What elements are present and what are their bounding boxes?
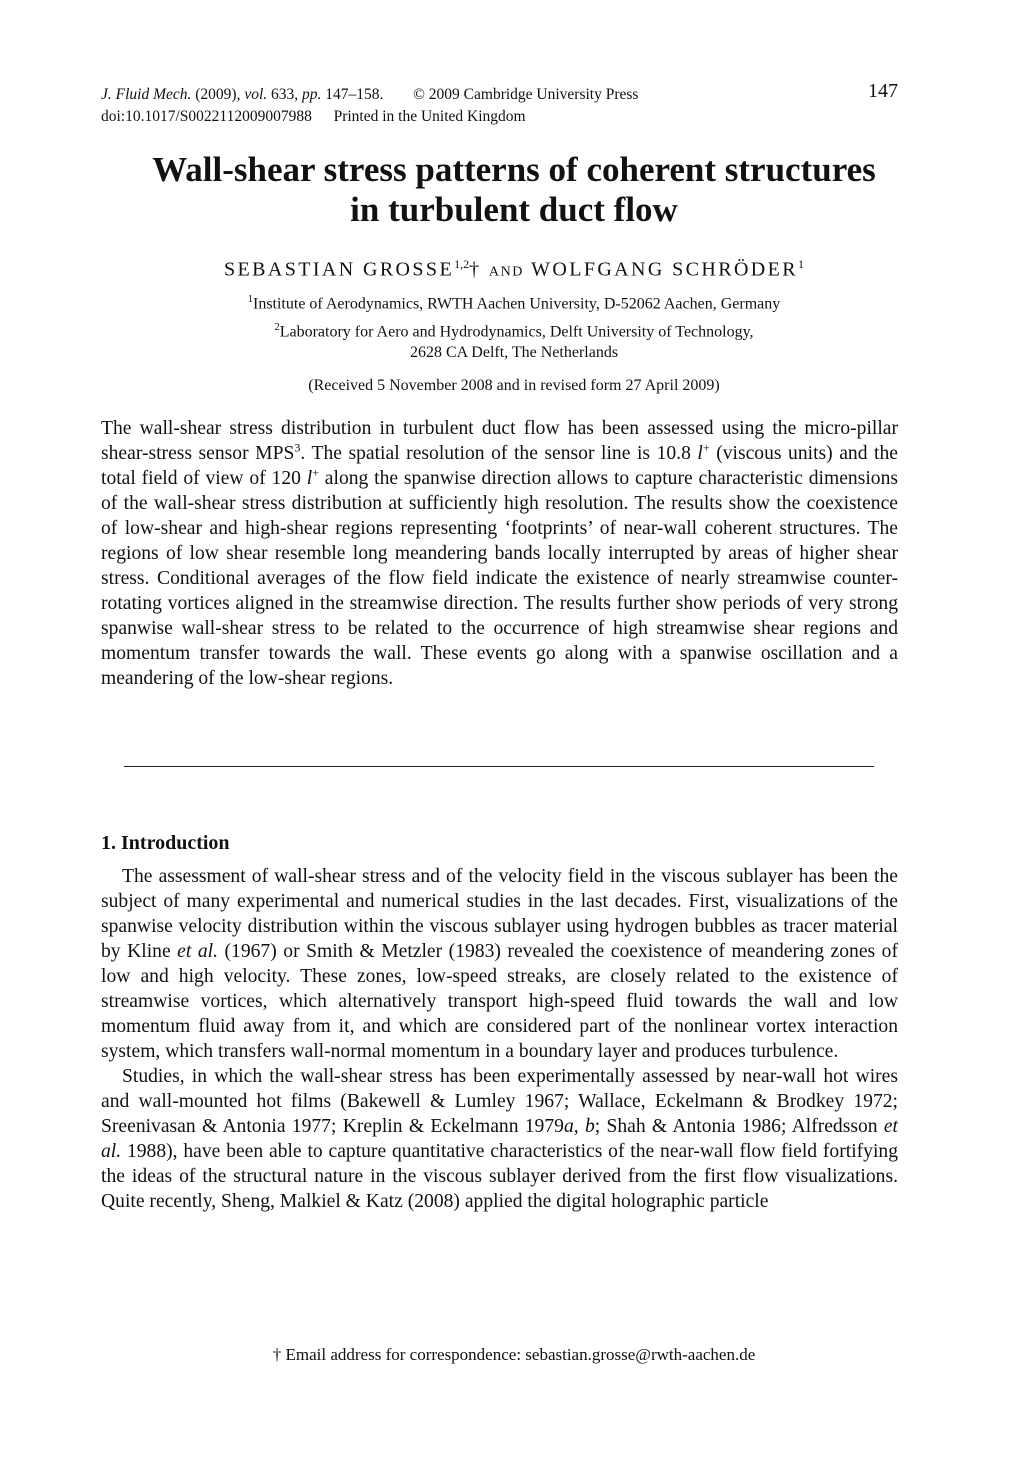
author-conjunction: AND: [488, 264, 525, 280]
author-1: SEBASTIAN GROSSE: [223, 258, 455, 281]
affiliation-2: [60, 317, 968, 363]
affiliation-1-mark: 1: [247, 294, 253, 305]
title-line-2: in turbulent duct flow: [350, 190, 678, 229]
section-heading: 1. Introduction: [101, 832, 230, 854]
dagger-mark: †: [469, 258, 482, 281]
author-2: WOLFGANG SCHRÖDER: [531, 258, 799, 281]
journal-name: J. Fluid Mech.: [101, 86, 192, 103]
introduction-body: [101, 864, 898, 1214]
volume-number: 633,: [271, 86, 299, 103]
copyright-notice: © 2009 Cambridge University Press: [413, 86, 639, 103]
running-header: [101, 84, 899, 128]
author-list: [60, 257, 968, 282]
journal-year: (2009),: [195, 86, 241, 103]
author-2-affiliation-mark: 1: [798, 257, 805, 271]
doi-line: [101, 106, 899, 128]
received-dates: (Received 5 November 2008 and in revised form 27 April 2009): [308, 377, 720, 394]
doi: doi:10.1017/S0022112009007988: [101, 108, 312, 125]
abstract: The wall-shear stress distribution in turbulent duct flow has been assessed using the micro-pillar shear-stress sensor MPS$^3$. The spatial resolution of the sensor line is 10.8 l+ (viscous units) and the total field of view of 120 l+ along the spanwise direction allows to capture characteristic dimensions of the wall-shear stress distribution at sufficiently high resolution. The results show the coexistence of low-shear and high-shear regions representing ‘footprints’ of near-wall coherent structures. The regions of low shear resemble long meandering bands locally interrupted by areas of higher shear stress. Conditional averages of the flow field indicate the existence of nearly streamwise counter-rotating vortices aligned in the streamwise direction. The results further show periods of very strong spanwise wall-shear stress to be related to the occurrence of high streamwise shear regions and momentum transfer towards the wall. These events go along with a spanwise oscillation and a meandering of the low-shear regions.: [101, 418, 898, 689]
pages-label: pp.: [302, 86, 322, 103]
title-line-1: Wall-shear stress patterns of coherent structures: [152, 150, 876, 189]
abstract-divider: [124, 766, 874, 767]
affiliation-1: [60, 289, 968, 314]
page-range: 147–158.: [325, 86, 384, 103]
affiliation-2-mark: 2: [274, 322, 280, 333]
page-number: 147: [868, 80, 898, 102]
affiliation-2-address: 2628 CA Delft, The Netherlands: [409, 344, 619, 362]
printed-notice: Printed in the United Kingdom: [333, 108, 526, 125]
author-1-affiliation-mark: 1,2: [454, 257, 470, 271]
affiliation-2-text: Laboratory for Aero and Hydrodynamics, Delft University of Technology,: [279, 323, 754, 341]
intro-paragraph-1: The assessment of wall-shear stress and of the velocity field in the viscous sublayer has been the subject of many experimental and numerical studies in the last decades. First, visualizations of the spanwise velocity distribution within the viscous sublayer using hydrogen bubbles as tracer material by Kline et al. (1967) or Smith & Metzler (1983) revealed the coexistence of meandering zones of low and high velocity. These zones, low-speed streaks, are closely related to the existence of streamwise vortices, which alternatively transport high-speed fluid towards the wall and low momentum fluid away from it, and which are considered part of the nonlinear vortex interaction system, which transfers wall-normal momentum in a boundary layer and produces turbulence.: [101, 866, 898, 1062]
volume-label: vol.: [244, 86, 268, 103]
intro-paragraph-2: Studies, in which the wall-shear stress has been experimentally assessed by near-wall hot wires and wall-mounted hot films (Bakewell & Lumley 1967; Wallace, Eckelmann & Brodkey 1972; Sreenivasan & Antonia 1977; Kreplin & Eckelmann 1979a, b; Shah & Antonia 1986; Alfredsson et al. 1988), have been able to capture quantitative characteristics of the near-wall flow field fortifying the ideas of the structural nature in the viscous sublayer derived from the first flow visualizations. Quite recently, Sheng, Malkiel & Katz (2008) applied the digital holographic particle: [101, 1066, 898, 1212]
paper-title: [60, 150, 968, 230]
correspondence-footnote: † Email address for correspondence: sebastian.grosse@rwth-aachen.de: [272, 1345, 756, 1364]
affiliation-1-text: Institute of Aerodynamics, RWTH Aachen University, D-52062 Aachen, Germany: [252, 295, 781, 313]
citation-line: [101, 84, 899, 106]
